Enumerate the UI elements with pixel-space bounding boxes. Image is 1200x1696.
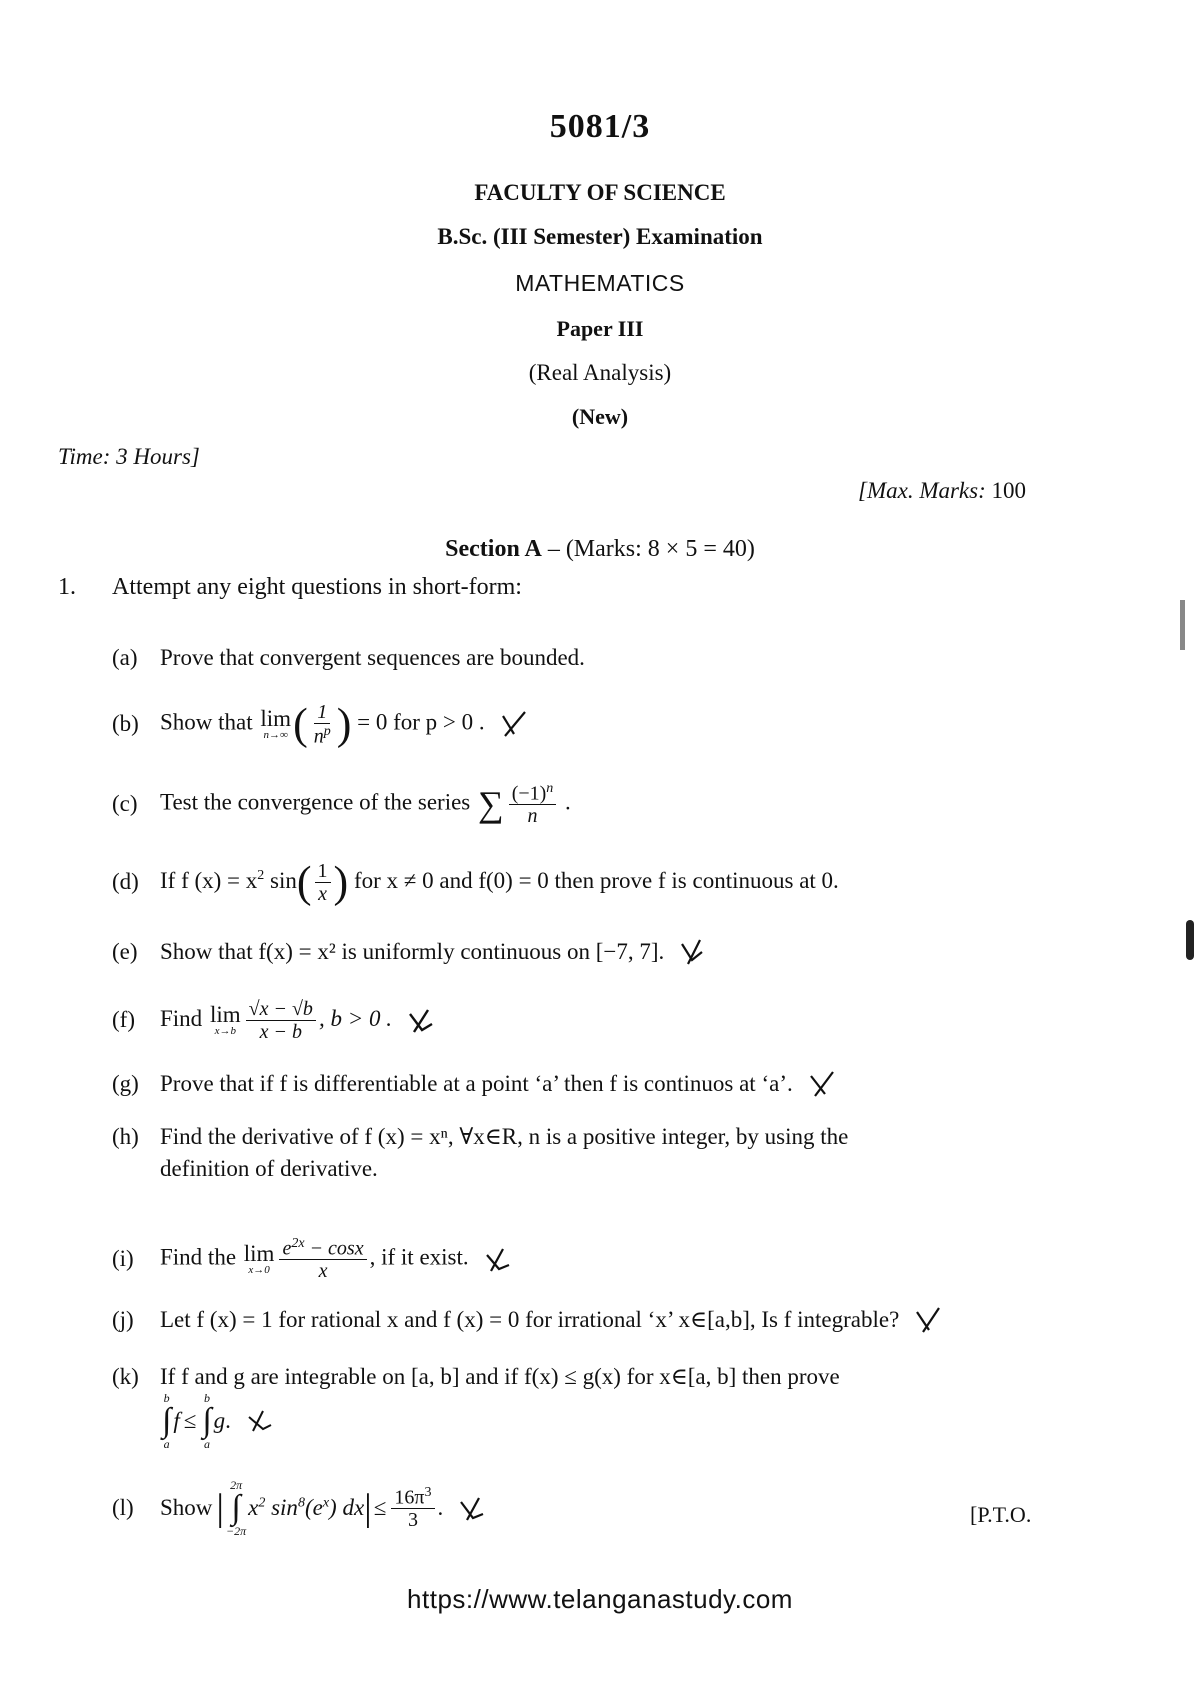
item-label: (c): [112, 791, 138, 816]
fraction: [315, 860, 331, 905]
frac-den: n: [313, 725, 324, 748]
max-marks-label: [Max. Marks:: [858, 478, 986, 503]
item-text: Show | 2π ∫ −2π $x^2$ $\sin^8(e^x)$ dx | ≤ $\frac{16\pi^3}{3}$ .: [160, 1478, 444, 1538]
integrand-g: g: [213, 1408, 226, 1433]
int-lower: a: [163, 1437, 170, 1451]
int-upper: b: [204, 1391, 210, 1405]
lim-sub: n→∞: [263, 729, 288, 741]
item-post: , b > 0 .: [318, 1005, 392, 1031]
num-sup: 2x: [291, 1235, 305, 1251]
check-mark-icon: [807, 1070, 837, 1098]
item-text: Show that f(x) = x² is uniformly continuous on [−7, 7].: [160, 939, 665, 964]
question-item-k: [112, 1364, 840, 1450]
question-item-e: [112, 932, 708, 972]
int-upper: b: [163, 1391, 170, 1405]
check-mark-icon: [245, 1407, 275, 1435]
frac-num: 16π: [394, 1486, 425, 1509]
num-sup: 3: [424, 1484, 432, 1500]
item-pre: Find: [160, 1005, 203, 1031]
integrand: $x^2$ $\sin^8(e^x)$ dx: [248, 1495, 365, 1520]
item-label: (g): [112, 1071, 139, 1096]
fraction: [246, 998, 316, 1043]
item-text: Prove that if f is differentiable at a point ‘a’ then f is continuos at ‘a’.: [160, 1071, 793, 1096]
item-label: (b): [112, 711, 139, 736]
question-item-b: [112, 692, 529, 756]
limit: [210, 1003, 241, 1037]
time-value: 3 Hours]: [116, 444, 200, 469]
pre-sup: 2: [257, 867, 265, 883]
item-text: Show that lim n→∞ ( $\frac{1}{n^p}$ ) = 0 for p > 0 .: [160, 699, 485, 748]
item-text: Find the derivative of f (x) = xⁿ, ∀x∈R, n is a positive integer, by using the: [160, 1124, 849, 1149]
item-pre: Find the: [160, 1244, 237, 1270]
item-text-continued: definition of derivative.: [160, 1156, 378, 1181]
integral-icon: b ∫ a: [162, 1391, 172, 1451]
item-text: If f and g are integrable on [a, b] and if f(x) ≤ g(x) for x∈[a, b] then prove: [160, 1364, 840, 1389]
item-post: = 0 for p > 0 .: [357, 709, 485, 735]
fraction: [391, 1485, 434, 1532]
lim-sub: x→b: [214, 1025, 236, 1037]
item-text: [160, 998, 392, 1043]
item-pre: Show that: [160, 709, 253, 735]
item-pre2: sin: [270, 867, 297, 893]
paper-topic: (Real Analysis): [528, 360, 672, 385]
item-label: (e): [112, 939, 138, 964]
check-mark-icon: [483, 1245, 513, 1273]
section-marks: – (Marks: 8 × 5 = 40): [547, 536, 755, 562]
item-label: (k): [112, 1364, 139, 1389]
lim-word: lim: [260, 706, 292, 731]
question-item-a: [112, 640, 585, 676]
check-mark-icon: [406, 1006, 436, 1034]
lim-word: lim: [243, 1241, 275, 1266]
frac-num: (−1): [511, 782, 547, 805]
sigma-icon: ∑: [478, 784, 504, 824]
item-post: .: [437, 1495, 444, 1520]
frac-num-wrap: [509, 781, 557, 806]
question-item-g: [112, 1064, 837, 1104]
scan-artifact: [1180, 600, 1185, 650]
section-heading: [0, 536, 1200, 563]
item-post: .: [565, 789, 571, 815]
item-text: [160, 1236, 469, 1283]
lim-word: lim: [209, 1002, 241, 1027]
check-mark-icon: [678, 938, 708, 966]
max-marks-value: 100: [991, 478, 1026, 503]
frac-den: x: [318, 1260, 328, 1283]
question-item-i: [112, 1222, 513, 1296]
question-item-j: [112, 1300, 943, 1340]
faculty-title: FACULTY OF SCIENCE: [474, 180, 726, 205]
check-mark-icon: [457, 1494, 487, 1522]
int-lower: a: [204, 1437, 210, 1451]
frac-num: 1: [314, 701, 330, 724]
time-label: Time:: [58, 444, 111, 469]
frac-den: x − b: [259, 1020, 302, 1043]
leq-sign: ≤: [373, 1495, 387, 1520]
fraction: [509, 781, 557, 828]
section-title: Section A: [445, 536, 542, 562]
exam-title: B.Sc. (III Semester) Examination: [437, 224, 763, 249]
item-text: [160, 781, 571, 828]
question-item-d: [112, 850, 839, 914]
integral-inequality: [112, 1392, 840, 1450]
leq-sign: ≤: [183, 1408, 197, 1433]
item-label: (a): [112, 645, 138, 670]
item-pre: Show: [160, 1495, 213, 1520]
item-text: Prove that convergent sequences are bounded.: [160, 645, 585, 670]
question-item-f: [112, 986, 436, 1054]
item-text: If f $(x) = x^2$ sin( $\frac{1}{x}$ ) for x ≠ 0 and f(0) = 0 then prove f is continuous at 0.: [160, 857, 839, 906]
time-allowed: [58, 444, 200, 470]
limit: [260, 707, 291, 741]
item-label: (j): [112, 1307, 134, 1332]
scan-artifact: [1186, 920, 1194, 960]
paper-code: 5081/3: [549, 108, 651, 145]
frac-den: x: [318, 882, 327, 905]
please-turn-over: [P.T.O.: [970, 1502, 1032, 1527]
integrand-f: f: [173, 1408, 180, 1433]
frac-den: n: [527, 805, 538, 828]
check-mark-icon: [499, 710, 529, 738]
integral-icon: 2π ∫ −2π: [226, 1478, 247, 1538]
question-item-c: [112, 770, 571, 838]
item-text: Let f (x) = 1 for rational x and f (x) = 0 for irrational ‘x’ x∈[a,b], Is f integrable?: [160, 1307, 900, 1332]
paper-version: (New): [571, 404, 629, 429]
check-mark-icon: [913, 1306, 943, 1334]
item-label: (i): [112, 1246, 134, 1271]
item-post: , if it exist.: [369, 1244, 469, 1270]
num-sup: n: [546, 780, 554, 796]
frac-num: 1: [315, 860, 331, 883]
item-post: .: [225, 1408, 231, 1433]
item-pre: Test the convergence of the series: [160, 789, 471, 815]
lim-sub: x→0: [248, 1264, 270, 1276]
source-url[interactable]: https://www.telanganastudy.com: [407, 1584, 793, 1614]
frac-den-wrap: [311, 724, 334, 748]
frac-num-wrap: [279, 1236, 366, 1261]
item-label: (l): [112, 1495, 134, 1520]
item-pre: If f (x) = x: [160, 867, 258, 893]
frac-den: 3: [407, 1509, 418, 1532]
item-label: (d): [112, 869, 139, 894]
int-lower: −2π: [226, 1524, 247, 1538]
num-rest: − cosx: [304, 1237, 364, 1260]
den-sup: p: [323, 723, 331, 739]
integral-icon: b ∫ a: [202, 1391, 212, 1451]
paper-number: Paper III: [556, 316, 644, 341]
limit: [244, 1242, 275, 1276]
frac-num-wrap: [391, 1485, 434, 1510]
item-label: (h): [112, 1124, 139, 1149]
subject-title: MATHEMATICS: [515, 270, 685, 296]
item-label: (f): [112, 1007, 135, 1032]
question-number: 1.: [58, 574, 76, 600]
max-marks: [858, 478, 1026, 504]
frac-num: e: [282, 1237, 292, 1260]
frac-num: √x − √b: [246, 998, 316, 1021]
question-instruction: Attempt any eight questions in short-form:: [112, 574, 522, 600]
item-post: for x ≠ 0 and f(0) = 0 then prove f is continuous at 0.: [353, 867, 839, 893]
fraction: [311, 701, 334, 748]
int-upper: 2π: [230, 1478, 243, 1492]
question-item-l: [112, 1468, 487, 1548]
fraction: [279, 1236, 366, 1283]
question-item-h: [112, 1124, 848, 1182]
